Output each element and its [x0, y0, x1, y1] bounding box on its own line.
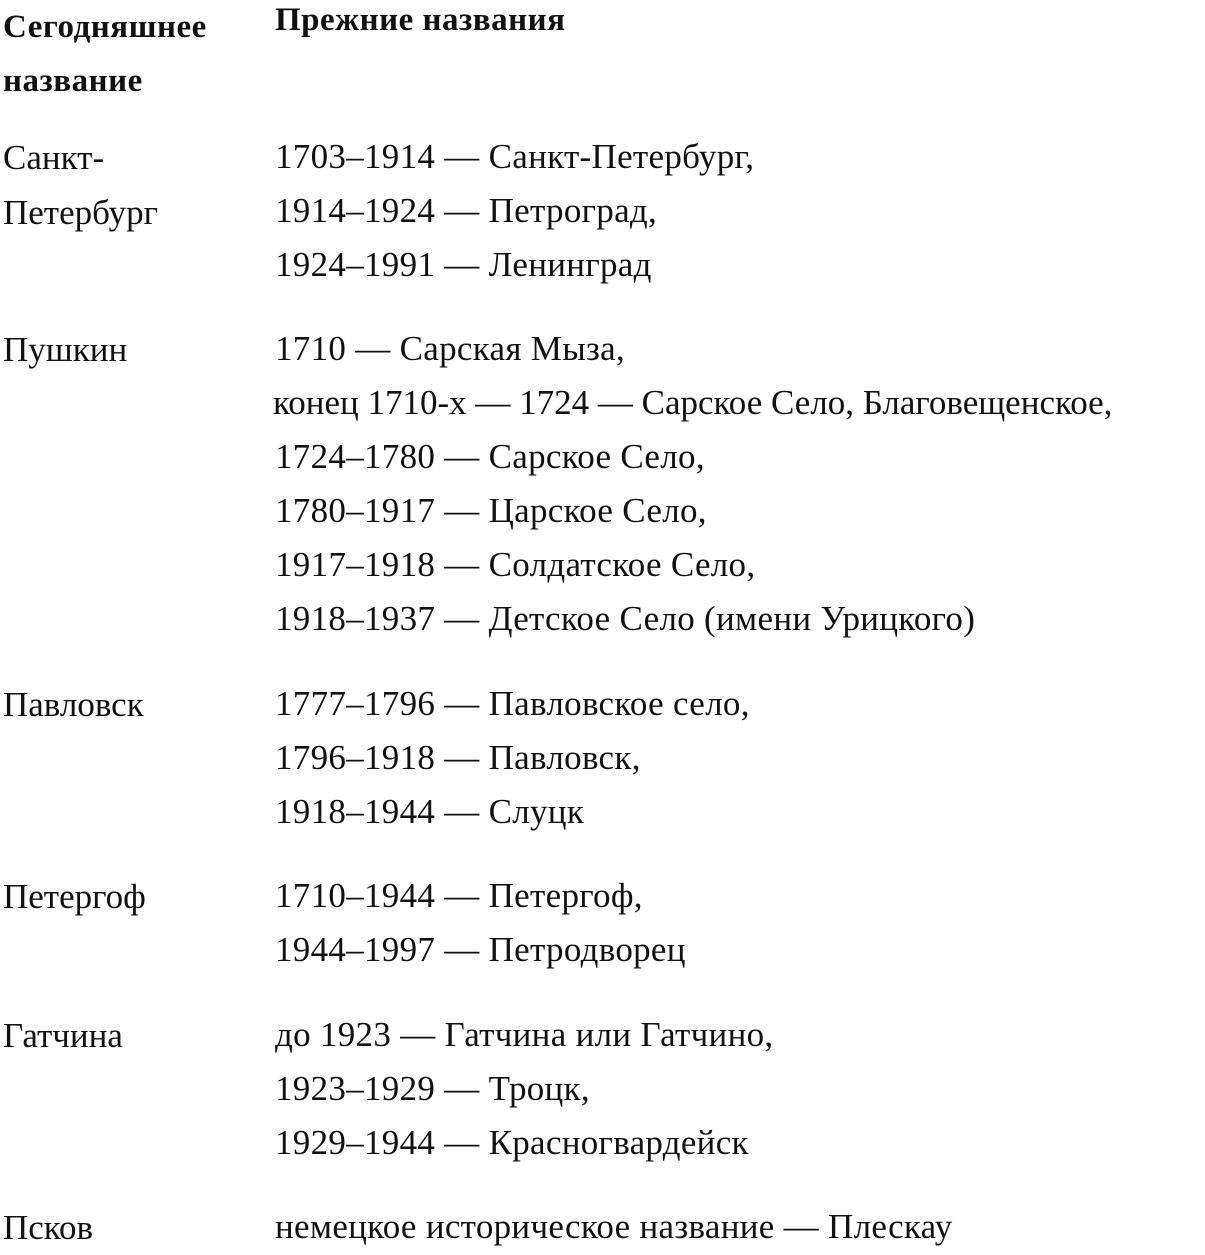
former-name-entry: 1918–1937 — Детское Село (имени Урицкого) — [275, 599, 976, 638]
city-name: Павловск — [3, 685, 144, 724]
city-name: Псков — [3, 1208, 94, 1247]
former-names-column-header: Прежние названия — [275, 2, 566, 38]
former-names-list — [275, 677, 1205, 839]
former-name-entry: 1780–1917 — Царское Село, — [275, 491, 707, 530]
former-names-list — [275, 322, 1205, 646]
former-name-entry: 1944–1997 — Петродворец — [275, 930, 686, 969]
city-name: Гатчина — [3, 1016, 123, 1055]
former-name-entry: 1929–1944 — Красногвардейск — [275, 1123, 749, 1162]
table-header — [0, 0, 1205, 100]
former-names-list — [275, 1008, 1205, 1170]
former-name-entry: конец 1710-х — 1724 — Сарское Село, Благовещенское, — [273, 383, 1113, 422]
former-names-list — [275, 1200, 1205, 1254]
former-name-entry: 1710 — Сарская Мыза, — [275, 329, 626, 368]
former-name-entry: до 1923 — Гатчина или Гатчино, — [275, 1015, 774, 1054]
former-name-entry: 1703–1914 — Санкт-Петербург, — [275, 137, 755, 176]
former-name-entry: 1917–1918 — Солдатское Село, — [275, 545, 756, 584]
former-name-entry: немецкое историческое название — Плескау — [275, 1207, 953, 1246]
city-name: Петергоф — [3, 877, 146, 916]
city-name: Санкт-Петербург — [3, 138, 158, 232]
former-name-entry: 1914–1924 — Петроград, — [275, 191, 658, 230]
former-name-entry: 1923–1929 — Троцк, — [275, 1069, 590, 1108]
former-names-list — [275, 130, 1205, 292]
current-name-column-header: Сегодняшнее название — [3, 9, 207, 99]
former-name-entry: 1924–1991 — Ленинград — [275, 245, 652, 284]
former-names-list — [275, 869, 1205, 977]
former-name-entry: 1777–1796 — Павловское село, — [275, 684, 750, 723]
former-name-entry: 1796–1918 — Павловск, — [275, 738, 641, 777]
former-name-entry: 1710–1944 — Петергоф, — [275, 876, 643, 915]
former-name-entry: 1724–1780 — Сарское Село, — [275, 437, 705, 476]
former-name-entry: 1918–1944 — Слуцк — [275, 792, 585, 831]
city-name: Пушкин — [3, 330, 128, 369]
